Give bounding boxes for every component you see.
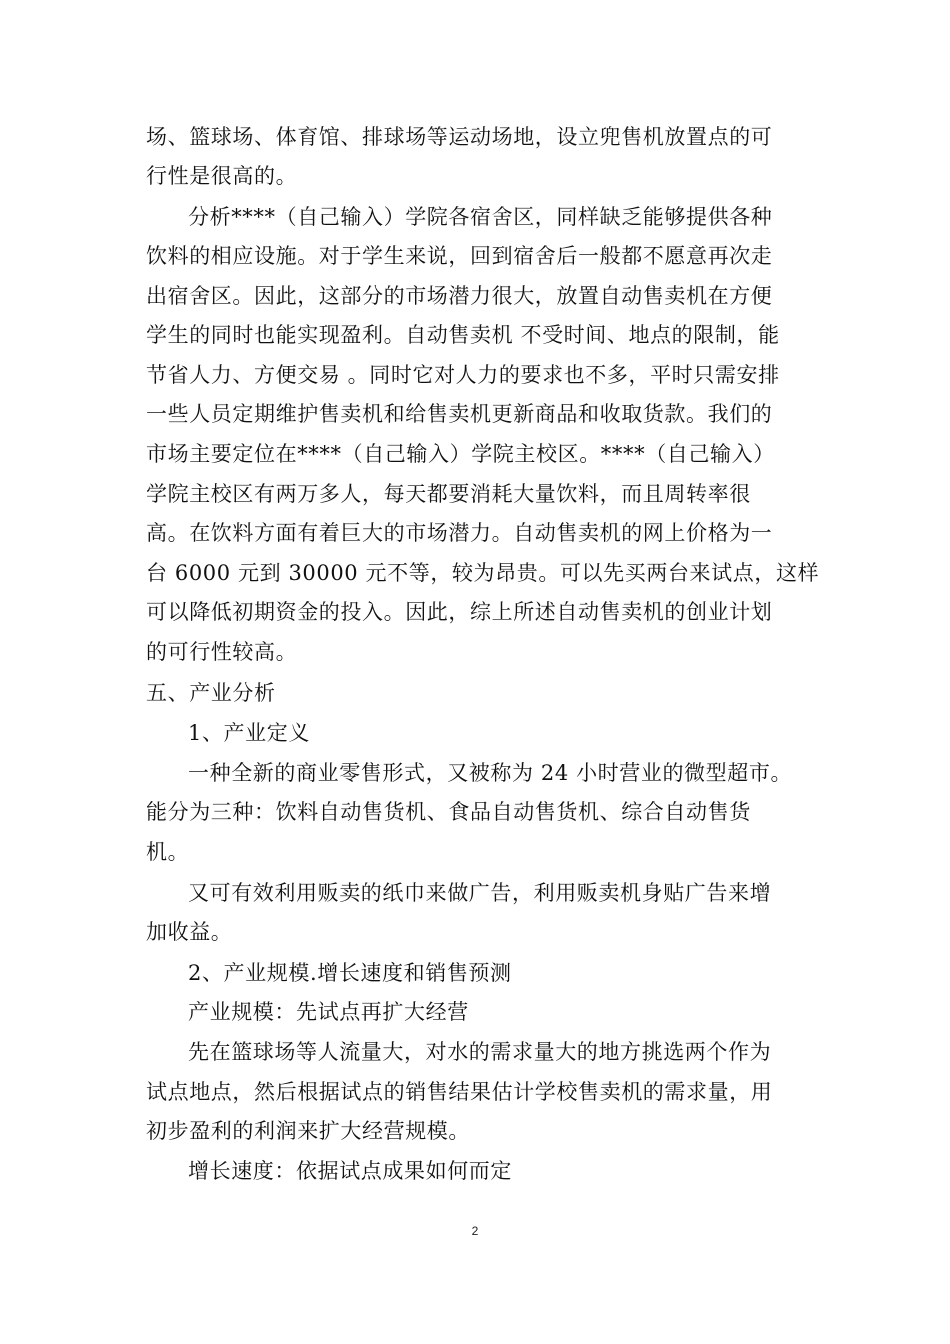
text-line: 机。 xyxy=(146,840,190,864)
text-line: 可以降低初期资金的投入。因此，综上所述自动售卖机的创业计划 xyxy=(146,600,773,624)
text-line: 学院主校区有两万多人，每天都要消耗大量饮料，而且周转率很 xyxy=(146,482,751,506)
text-line: 场、篮球场、体育馆、排球场等运动场地，设立兜售机放置点的可 xyxy=(146,125,773,149)
text-line: 出宿舍区。因此，这部分的市场潜力很大，放置自动售卖机在方便 xyxy=(146,284,773,308)
text-line: 一些人员定期维护售卖机和给售卖机更新商品和收取货款。我们的 xyxy=(146,402,773,426)
text-line: 产业规模：先试点再扩大经营 xyxy=(188,1000,469,1024)
text-line: 的可行性较高。 xyxy=(146,640,298,664)
text-line: 初步盈利的利润来扩大经营规模。 xyxy=(146,1119,470,1143)
text-line: 增长速度：依据试点成果如何而定 xyxy=(188,1159,512,1183)
text-line: 能分为三种：饮料自动售货机、食品自动售货机、综合自动售货 xyxy=(146,800,751,824)
text-line: 试点地点，然后根据试点的销售结果估计学校售卖机的需求量，用 xyxy=(146,1080,773,1104)
text-line: 台 6000 元到 30000 元不等，较为昂贵。可以先买两台来试点，这样 xyxy=(146,561,820,585)
text-line: 一种全新的商业零售形式，又被称为 24 小时营业的微型超市。 xyxy=(188,761,793,785)
text-line: 市场主要定位在****（自己输入）学院主校区。****（自己输入） xyxy=(146,442,775,466)
text-line: 饮料的相应设施。对于学生来说，回到宿舍后一般都不愿意再次走 xyxy=(146,244,773,268)
section-heading: 五、产业分析 xyxy=(146,681,276,705)
text-line: 节省人力、方便交易 。同时它对人力的要求也不多，平时只需安排 xyxy=(146,363,780,387)
page-number: 2 xyxy=(471,1224,479,1238)
text-line: 学生的同时也能实现盈利。自动售卖机 不受时间、地点的限制，能 xyxy=(146,323,780,347)
text-line: 先在篮球场等人流量大，对水的需求量大的地方挑选两个作为 xyxy=(188,1040,772,1064)
subsection-heading: 1、产业定义 xyxy=(188,721,310,745)
text-line: 加收益。 xyxy=(146,920,233,944)
subsection-heading: 2、产业规模.增长速度和销售预测 xyxy=(188,961,512,985)
text-line: 行性是很高的。 xyxy=(146,164,298,188)
text-line: 分析****（自己输入）学院各宿舍区，同样缺乏能够提供各种 xyxy=(188,205,773,229)
text-line: 又可有效利用贩卖的纸巾来做广告，利用贩卖机身贴广告来增 xyxy=(188,881,772,905)
text-line: 高。在饮料方面有着巨大的市场潜力。自动售卖机的网上价格为一 xyxy=(146,521,773,545)
